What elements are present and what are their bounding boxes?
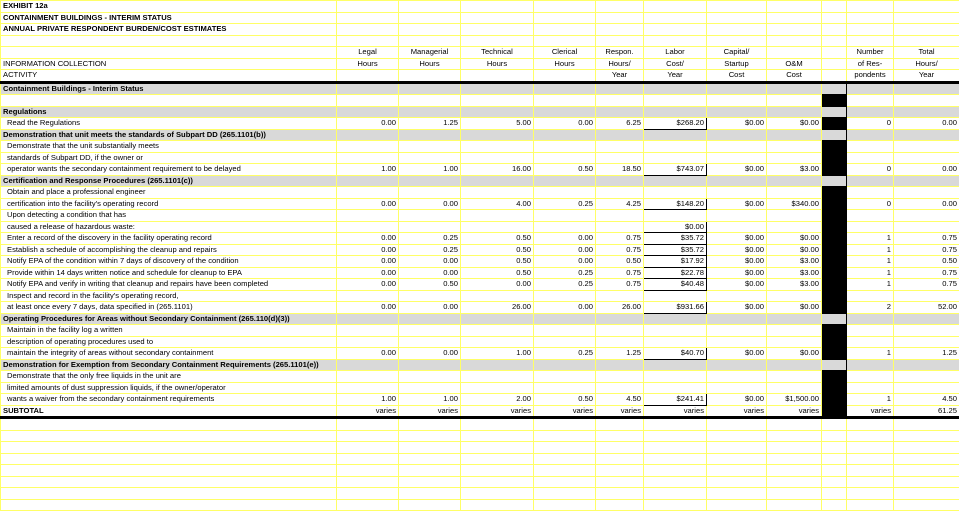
cell-value: 1.00 — [337, 164, 399, 176]
cell-value: 18.50 — [596, 164, 644, 176]
table-row — [1, 394, 959, 406]
cell-value: 0.00 — [534, 256, 596, 268]
cell-value: 0.00 — [534, 302, 596, 314]
activity-label: description of operating procedures used to — [1, 336, 337, 348]
activity-label: operator wants the secondary containment requirement to be delayed — [1, 164, 337, 176]
cell-value: $3.00 — [767, 164, 822, 176]
table-row — [1, 198, 959, 210]
cell-value: 26.00 — [461, 302, 534, 314]
table-row — [1, 164, 959, 176]
cell-value: 1.25 — [399, 118, 461, 130]
cell-value: 0.75 — [596, 279, 644, 291]
table-row — [1, 221, 959, 233]
cell-value: 61.25 — [894, 405, 959, 418]
table-row — [1, 382, 959, 394]
cell-value: 0.00 — [337, 244, 399, 256]
cell-value: 4.50 — [596, 394, 644, 406]
activity-label: Read the Regulations — [1, 118, 337, 130]
header-row-2: INFORMATION COLLECTION Hours Hours Hours Hours Hours/ Cost/ Startup O&M of Res- Hours/ — [1, 58, 959, 70]
cell-value: 4.50 — [894, 394, 959, 406]
cell-value: $340.00 — [767, 198, 822, 210]
cell-value: 0.25 — [399, 244, 461, 256]
table-row — [1, 244, 959, 256]
cell-value: 0.00 — [337, 279, 399, 291]
table-row — [1, 118, 959, 130]
table-row — [1, 405, 959, 418]
exhibit-label: EXHIBIT 12a — [1, 1, 337, 13]
cell-value: 0.00 — [337, 198, 399, 210]
cell-value: 1.00 — [461, 348, 534, 360]
table-row — [1, 82, 959, 95]
table-title: CONTAINMENT BUILDINGS - INTERIM STATUS — [1, 12, 337, 24]
cell-value: 0.00 — [461, 279, 534, 291]
cell-value: varies — [534, 405, 596, 418]
cell-value: $0.00 — [707, 302, 767, 314]
cell-value: 1.25 — [894, 348, 959, 360]
cell-value: 0.50 — [534, 164, 596, 176]
activity-label: limited amounts of dust suppression liquids, if the owner/operator — [1, 382, 337, 394]
cell-value: 0 — [847, 198, 894, 210]
cell-value: 0.25 — [534, 348, 596, 360]
cell-value: 1.00 — [399, 164, 461, 176]
cell-value: 0.75 — [894, 233, 959, 245]
table-row — [1, 106, 959, 118]
activity-label: Notify EPA and verify in writing that cleanup and repairs have been completed — [1, 279, 337, 291]
activity-label: wants a waiver from the secondary containment requirements — [1, 394, 337, 406]
cell-value: $0.00 — [707, 233, 767, 245]
cell-value: $40.70 — [644, 348, 707, 360]
table-row — [1, 290, 959, 302]
cell-value: 0.50 — [534, 394, 596, 406]
cell-value: $148.20 — [644, 198, 707, 210]
table-row — [1, 95, 959, 107]
cell-value: $40.48 — [644, 279, 707, 291]
cell-value: varies — [644, 405, 707, 418]
cell-value: $0.00 — [644, 221, 707, 233]
activity-label: Enter a record of the discovery in the facility operating record — [1, 233, 337, 245]
activity-label: Inspect and record in the facility's operating record, — [1, 290, 337, 302]
cell-value: 2.00 — [461, 394, 534, 406]
cell-value: 0.00 — [337, 118, 399, 130]
cell-value: 0.50 — [894, 256, 959, 268]
cell-value: $0.00 — [707, 279, 767, 291]
cell-value: 0.00 — [894, 164, 959, 176]
table-row — [1, 279, 959, 291]
cell-value: 0.00 — [337, 233, 399, 245]
cell-value: $0.00 — [707, 256, 767, 268]
table-row — [1, 233, 959, 245]
cell-value: 0.00 — [337, 256, 399, 268]
cell-value: varies — [707, 405, 767, 418]
cell-value: $17.92 — [644, 256, 707, 268]
section-heading: Demonstration for Exemption from Secondary Containment Requirements (265.1101(e)) — [1, 359, 337, 371]
cell-value: $268.20 — [644, 118, 707, 130]
section-heading: Regulations — [1, 106, 337, 118]
cell-value: 1 — [847, 348, 894, 360]
table-row — [1, 175, 959, 187]
cell-value: $1,500.00 — [767, 394, 822, 406]
cell-value: 1 — [847, 233, 894, 245]
cell-value: $3.00 — [767, 256, 822, 268]
cell-value: 1 — [847, 279, 894, 291]
cell-value: 0.50 — [461, 256, 534, 268]
cell-value: $0.00 — [767, 118, 822, 130]
cell-value: 0 — [847, 118, 894, 130]
cell-value: varies — [596, 405, 644, 418]
activity-label: Maintain in the facility log a written — [1, 325, 337, 337]
activity-label: Provide within 14 days written notice and schedule for cleanup to EPA — [1, 267, 337, 279]
section-heading: Certification and Response Procedures (265.1101(c)) — [1, 175, 337, 187]
section-heading: Operating Procedures for Areas without Secondary Containment (265.110(d)(3)) — [1, 313, 337, 325]
activity-label: Demonstrate that the only free liquids in the unit are — [1, 371, 337, 383]
table-row — [1, 256, 959, 268]
cell-value: 0.00 — [399, 267, 461, 279]
cell-value: 0.00 — [337, 348, 399, 360]
cell-value: 4.25 — [596, 198, 644, 210]
table-row — [1, 210, 959, 222]
cell-value: $743.07 — [644, 164, 707, 176]
header-row-1: Legal Managerial Technical Clerical Respon. Labor Capital/ Number Total — [1, 47, 959, 59]
cell-value: 4.00 — [461, 198, 534, 210]
cell-value: 0.00 — [337, 267, 399, 279]
cell-value: $0.00 — [767, 244, 822, 256]
table-row — [1, 152, 959, 164]
cell-value: 1.25 — [596, 348, 644, 360]
cell-value: varies — [461, 405, 534, 418]
cell-value: 0.00 — [534, 118, 596, 130]
table-row — [1, 359, 959, 371]
activity-label: Obtain and place a professional engineer — [1, 187, 337, 199]
cell-value: 0.25 — [534, 279, 596, 291]
cell-value: $0.00 — [707, 394, 767, 406]
activity-label: Notify EPA of the condition within 7 days of discovery of the condition — [1, 256, 337, 268]
cell-value: 0.75 — [894, 279, 959, 291]
cell-value: 0.00 — [337, 302, 399, 314]
cell-value: 0.75 — [596, 267, 644, 279]
cell-value: 0.50 — [399, 279, 461, 291]
cell-value: varies — [847, 405, 894, 418]
activity-label: maintain the integrity of areas without secondary containment — [1, 348, 337, 360]
table-row — [1, 141, 959, 153]
cell-value: $931.66 — [644, 302, 707, 314]
cell-value: $3.00 — [767, 267, 822, 279]
cell-value: 0.75 — [596, 244, 644, 256]
cell-value: varies — [767, 405, 822, 418]
cell-value: 0.75 — [596, 233, 644, 245]
table-row — [1, 336, 959, 348]
cell-value: 2 — [847, 302, 894, 314]
table-row — [1, 313, 959, 325]
table-row — [1, 187, 959, 199]
cell-value: varies — [399, 405, 461, 418]
cell-value: 1 — [847, 394, 894, 406]
cell-value: 1 — [847, 256, 894, 268]
cell-value: 0.50 — [461, 233, 534, 245]
cell-value: 0.00 — [534, 244, 596, 256]
cell-value: $0.00 — [767, 348, 822, 360]
table-row — [1, 267, 959, 279]
cell-value: 1 — [847, 244, 894, 256]
cell-value: $0.00 — [767, 302, 822, 314]
cell-value: $0.00 — [707, 244, 767, 256]
table-subtitle: ANNUAL PRIVATE RESPONDENT BURDEN/COST ESTIMATES — [1, 24, 337, 36]
cell-value: $35.72 — [644, 233, 707, 245]
cell-value: 6.25 — [596, 118, 644, 130]
activity-label: Demonstrate that the unit substantially meets — [1, 141, 337, 153]
cell-value: 0.75 — [894, 267, 959, 279]
table-row — [1, 302, 959, 314]
cell-value: $0.00 — [707, 164, 767, 176]
activity-label: at least once every 7 days, data specified in (265.1101) — [1, 302, 337, 314]
cell-value: 0.00 — [399, 348, 461, 360]
cell-value: 0.00 — [534, 233, 596, 245]
cell-value: 52.00 — [894, 302, 959, 314]
cell-value: 0.00 — [894, 118, 959, 130]
cell-value: $241.41 — [644, 394, 707, 406]
cell-value: $22.78 — [644, 267, 707, 279]
section-heading: Demonstration that unit meets the standards of Subpart DD (265.1101(b)) — [1, 129, 337, 141]
table-row — [1, 371, 959, 383]
cell-value: 0.00 — [399, 198, 461, 210]
cell-value: $3.00 — [767, 279, 822, 291]
activity-label: Upon detecting a condition that has — [1, 210, 337, 222]
cell-value: 1 — [847, 267, 894, 279]
activity-label: caused a release of hazardous waste: — [1, 221, 337, 233]
subtotal-label: SUBTOTAL — [1, 405, 337, 418]
cell-value: 0.50 — [596, 256, 644, 268]
table-row — [1, 348, 959, 360]
activity-label: certification into the facility's operating record — [1, 198, 337, 210]
cell-value: $35.72 — [644, 244, 707, 256]
activity-label: standards of Subpart DD, if the owner or — [1, 152, 337, 164]
cell-value: 0.25 — [399, 233, 461, 245]
cell-value: 16.00 — [461, 164, 534, 176]
cell-value: 26.00 — [596, 302, 644, 314]
table-row — [1, 325, 959, 337]
cell-value: varies — [337, 405, 399, 418]
cell-value: 5.00 — [461, 118, 534, 130]
activity-label: Establish a schedule of accomplishing the cleanup and repairs — [1, 244, 337, 256]
cell-value: $0.00 — [707, 348, 767, 360]
header-row-3: ACTIVITY Year Year Cost Cost pondents Year — [1, 70, 959, 83]
cell-value: 0.50 — [461, 267, 534, 279]
cell-value: $0.00 — [707, 267, 767, 279]
cell-value: 0.00 — [894, 198, 959, 210]
section-heading: Containment Buildings - Interim Status — [1, 82, 337, 95]
cell-value: 0.00 — [399, 256, 461, 268]
cell-value: 0.00 — [399, 302, 461, 314]
cell-value: 0.25 — [534, 267, 596, 279]
cell-value: $0.00 — [707, 118, 767, 130]
table-row — [1, 129, 959, 141]
cell-value: 0.50 — [461, 244, 534, 256]
cell-value: 0.75 — [894, 244, 959, 256]
cell-value: $0.00 — [767, 233, 822, 245]
cell-value: 0.25 — [534, 198, 596, 210]
cell-value: 1.00 — [399, 394, 461, 406]
cell-value: 1.00 — [337, 394, 399, 406]
cell-value: 0 — [847, 164, 894, 176]
cell-value: $0.00 — [707, 198, 767, 210]
